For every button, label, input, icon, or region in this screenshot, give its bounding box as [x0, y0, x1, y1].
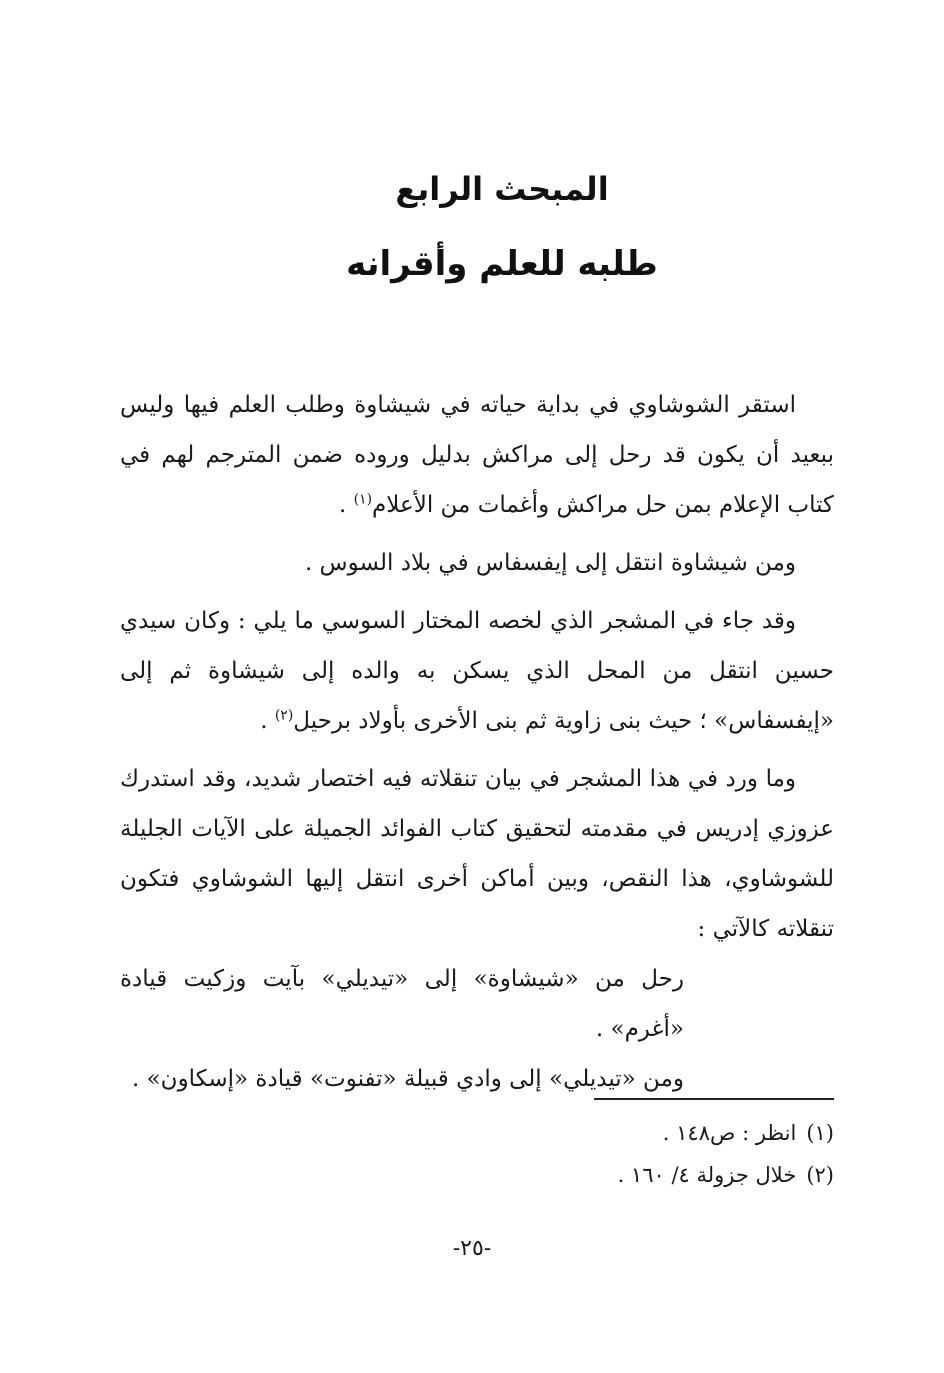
footnote-text: انظر : ص١٤٨ .: [662, 1121, 797, 1145]
section-heading: المبحث الرابع: [395, 170, 609, 208]
main-text: [120, 380, 834, 1104]
footnotes: [120, 1112, 834, 1196]
paragraph-4: وما ورد في هذا المشجر في بيان تنقلاته فيه اختصار شديد، وقد استدرك عزوزي إدريس في مقدمته لتحقيق كتاب الفوائد الجميلة على الآيات الجليلة للشوشاوي، هذا النقص، وبين أماكن أخرى انتقل إليها الشوشاوي فتكون تنقلاته كالآتي :: [120, 766, 834, 942]
paragraph-1: استقر الشوشاوي في بداية حياته في شيشاوة وطلب العلم فيها وليس ببعيد أن يكون قد رحل إلى مراكش بدليل وروده ضمن المترجم لهم في كتاب الإعلام بمن حل مراكش وأغمات من الأعلام$^{(١)}$ .: [120, 392, 834, 518]
footnote-marker-1: (١): [353, 491, 373, 508]
footnote-text: خلال جزولة ٤/ ١٦٠ .: [617, 1163, 797, 1187]
footnote-number: (٢): [806, 1163, 834, 1187]
page-number: -٢٥-: [452, 1236, 492, 1261]
footnote-number: (١): [806, 1121, 834, 1145]
footnote-marker-2: (٢): [274, 707, 294, 724]
footnote-separator: [594, 1098, 834, 1100]
paragraph-3: وقد جاء في المشجر الذي لخصه المختار السوسي ما يلي : وكان سيدي حسين انتقل من المحل الذي يسكن به والده إلى شيشاوة ثم إلى «إيفسفاس» ؛ حيث بنى زاوية ثم بنى الأخرى بأولاد برحيل$^{(٢)}$ .: [120, 608, 834, 734]
footnote-2: [120, 1154, 834, 1196]
itinerary-line-1: رحل من «شيشاوة» إلى «تيديلي» بآيت وزكيت قيادة «أغرم» .: [120, 966, 684, 1042]
footnote-1: [120, 1112, 834, 1154]
paragraph-2: ومن شيشاوة انتقل إلى إيفسفاس في بلاد السوس .: [304, 550, 796, 576]
chapter-title: طلبه للعلم وأقرانه: [346, 244, 658, 284]
itinerary-line-2: ومن «تيديلي» إلى وادي قبيلة «تفنوت» قيادة «إسكاون» .: [131, 1066, 684, 1092]
